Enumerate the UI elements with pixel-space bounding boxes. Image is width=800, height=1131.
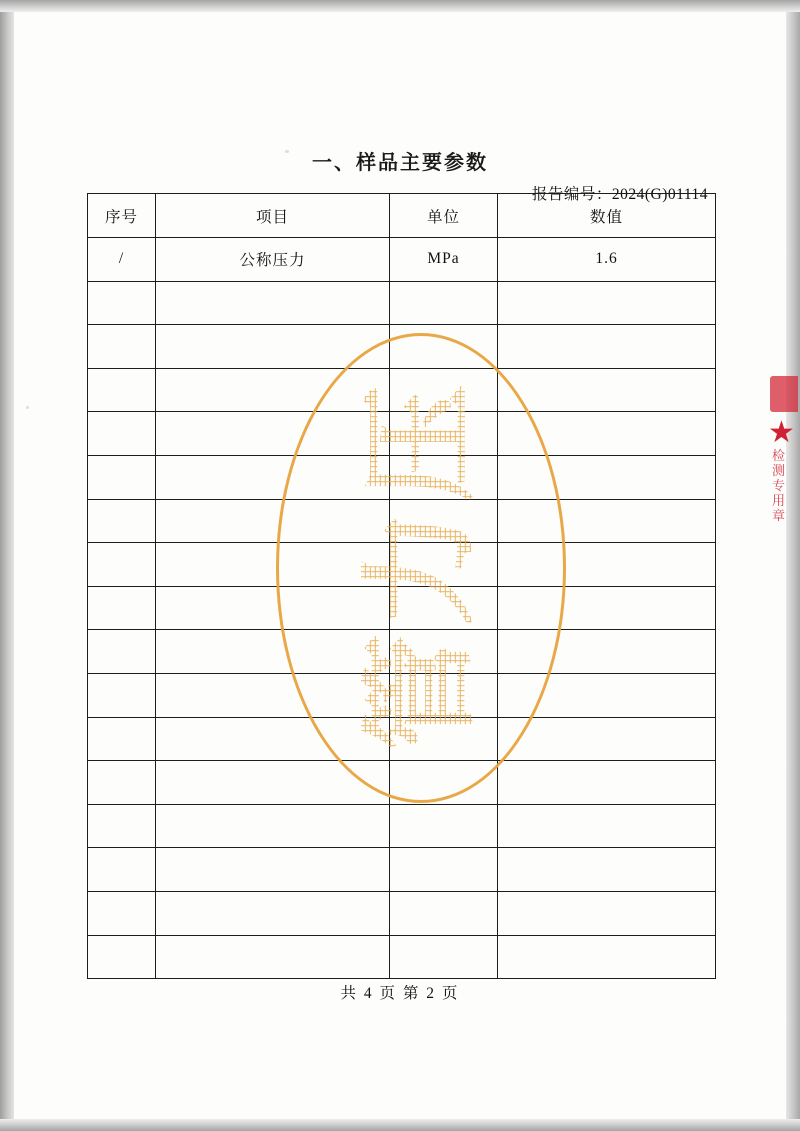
cell-unit — [390, 891, 498, 935]
cell-value — [498, 281, 716, 325]
cell-index — [88, 368, 156, 412]
cell-value — [498, 543, 716, 587]
table-row — [88, 543, 716, 587]
stamp-char: 力 — [354, 508, 487, 627]
scan-edge-left — [0, 0, 14, 1131]
cell-item — [156, 891, 390, 935]
column-header-index: 序号 — [88, 194, 156, 238]
cell-unit — [390, 368, 498, 412]
cell-unit — [390, 543, 498, 587]
cell-index — [88, 586, 156, 630]
table-row — [88, 499, 716, 543]
cell-item — [156, 325, 390, 369]
cell-value: 1.6 — [498, 238, 716, 282]
cell-index — [88, 630, 156, 674]
cell-unit — [390, 935, 498, 979]
table-row — [88, 586, 716, 630]
cell-value — [498, 630, 716, 674]
stamp-char: 压 — [354, 384, 487, 503]
cell-value — [498, 412, 716, 456]
cell-item — [156, 368, 390, 412]
column-header-value: 数值 — [498, 194, 716, 238]
page-title: 一、样品主要参数 — [312, 152, 488, 175]
cell-index — [88, 848, 156, 892]
cell-unit — [390, 455, 498, 499]
cell-item — [156, 543, 390, 587]
cell-index — [88, 717, 156, 761]
cell-unit — [390, 325, 498, 369]
table-row — [88, 848, 716, 892]
cell-index — [88, 891, 156, 935]
cell-value — [498, 891, 716, 935]
cell-index — [88, 935, 156, 979]
cell-index — [88, 325, 156, 369]
cell-item — [156, 848, 390, 892]
cell-unit — [390, 630, 498, 674]
table-row — [88, 891, 716, 935]
cell-item — [156, 499, 390, 543]
cell-unit — [390, 412, 498, 456]
cell-item: 公称压力 — [156, 238, 390, 282]
cell-index — [88, 412, 156, 456]
table-header-row — [88, 194, 716, 238]
cell-unit — [390, 761, 498, 805]
table-row — [88, 935, 716, 979]
cell-item — [156, 717, 390, 761]
cell-item — [156, 455, 390, 499]
column-header-item: 项目 — [156, 194, 390, 238]
stamp-char: 管 — [354, 633, 487, 752]
cell-item — [156, 804, 390, 848]
cell-unit — [390, 804, 498, 848]
table-row — [88, 238, 716, 282]
cell-item — [156, 586, 390, 630]
cell-value — [498, 761, 716, 805]
table-row — [88, 630, 716, 674]
cell-index — [88, 543, 156, 587]
table-row — [88, 804, 716, 848]
cell-index — [88, 761, 156, 805]
cell-value — [498, 673, 716, 717]
cell-unit — [390, 499, 498, 543]
cell-index — [88, 281, 156, 325]
cell-value — [498, 586, 716, 630]
parameters-table — [87, 193, 716, 979]
cell-value — [498, 499, 716, 543]
cell-item — [156, 761, 390, 805]
report-number: 报告编号：2024(G)01114 — [531, 186, 708, 203]
seal-text: 检测专用章 — [772, 448, 786, 522]
table-row — [88, 412, 716, 456]
column-header-unit: 单位 — [390, 194, 498, 238]
cell-unit — [390, 717, 498, 761]
cell-unit — [390, 673, 498, 717]
cell-index — [88, 673, 156, 717]
table-row — [88, 325, 716, 369]
table-row — [88, 761, 716, 805]
cell-unit: MPa — [390, 238, 498, 282]
table-row — [88, 368, 716, 412]
cell-item — [156, 673, 390, 717]
cell-value — [498, 935, 716, 979]
cell-value — [498, 848, 716, 892]
cell-unit — [390, 586, 498, 630]
cell-unit — [390, 281, 498, 325]
cell-value — [498, 325, 716, 369]
cell-value — [498, 717, 716, 761]
cell-item — [156, 281, 390, 325]
table-row — [88, 717, 716, 761]
table-row — [88, 455, 716, 499]
cell-item — [156, 630, 390, 674]
cell-index: / — [88, 238, 156, 282]
cell-item — [156, 935, 390, 979]
table-row — [88, 673, 716, 717]
cell-item — [156, 412, 390, 456]
cell-index — [88, 804, 156, 848]
cell-index — [88, 499, 156, 543]
scan-edge-right — [786, 0, 800, 1131]
cell-unit — [390, 848, 498, 892]
cell-value — [498, 455, 716, 499]
page-footer: 共 4 页 第 2 页 — [340, 985, 460, 1002]
table-row — [88, 281, 716, 325]
cell-index — [88, 455, 156, 499]
cell-value — [498, 368, 716, 412]
cell-value — [498, 804, 716, 848]
